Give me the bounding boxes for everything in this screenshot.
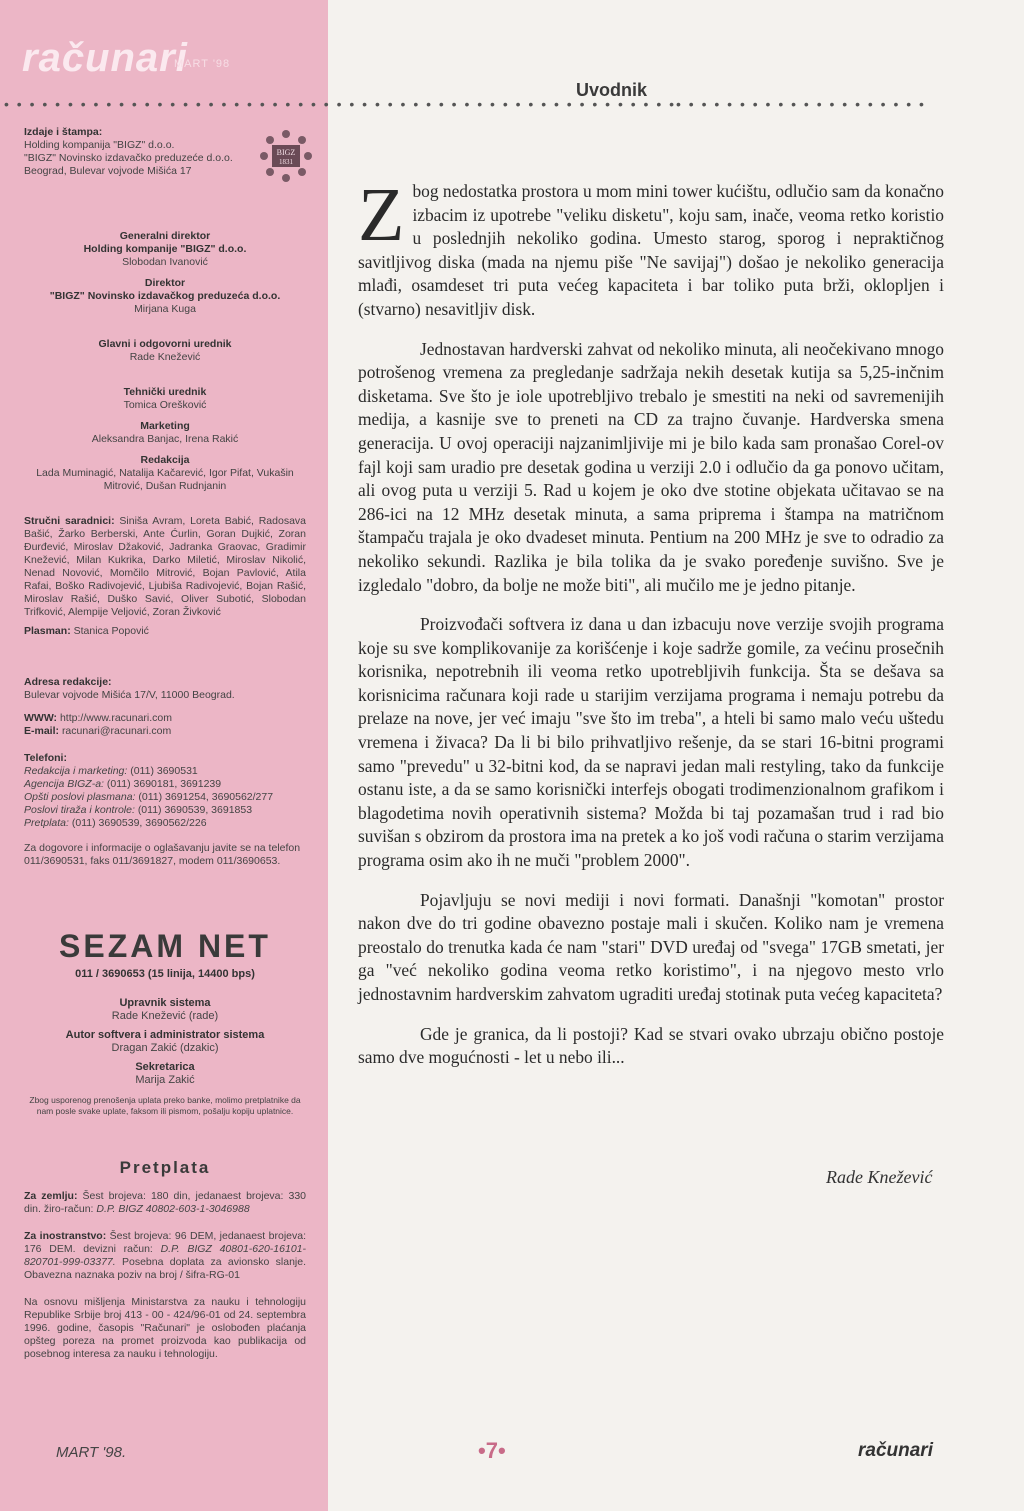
staff-name: Slobodan Ivanović <box>122 256 208 268</box>
contributors-label: Stručni saradnici: <box>24 515 115 527</box>
staff-name: Tomica Orešković <box>123 399 207 411</box>
domestic-text: Šest brojeva: 180 din, jedanaest brojeva: 330 din. žiro-račun: <box>24 1190 306 1215</box>
placement-label: Plasman: <box>24 625 71 637</box>
phone-label: Agencija BIGZ-a: <box>24 778 104 790</box>
foreign-label: Za inostranstvo: <box>24 1230 107 1242</box>
article-paragraph: Pojavljuju se novi mediji i novi formati. Današnji "komotan" prostor nakon dve do tri godine obavezno postaje mali i skučen. Koliko nam je vremena preostalo do trenutka kada će nam "stari" DVD uređaj od "svega" 17GB smetati, jer ga "već nekoliko godina veoma retko koristimo", i na njegovo mesto vrlo jednostavnim hardverskim zahvatom ugraditi uređaj stotinak puta većeg kapaciteta? <box>358 889 944 1004</box>
contributors-block <box>24 515 306 638</box>
domestic-account: D.P. BIGZ 40802-603-1-3046988 <box>96 1203 250 1215</box>
sezam-staff-role: Sekretarica <box>135 1061 195 1073</box>
sezam-staff-role: Upravnik sistema <box>119 997 211 1009</box>
address-block <box>24 676 306 868</box>
staff-role: Redakcija <box>140 454 190 466</box>
domestic-label: Za zemlju: <box>24 1190 78 1202</box>
dotted-rule-left: • • • • • • • • • • • • • • • • • • • • • • • • • • • • • • • • • • • • • • • • • • • • • • • • • • • • • <box>4 96 677 112</box>
drop-cap: Z <box>358 173 405 257</box>
subscription-block <box>24 1190 306 1361</box>
email-label: E-mail: <box>24 725 60 737</box>
publisher-heading: Izdaje i štampa: <box>24 126 103 138</box>
staff-role: Marketing <box>140 420 190 432</box>
editorial-article <box>358 173 944 1086</box>
phone-label: Opšti poslovi plasmana: <box>24 791 136 803</box>
staff-name: Rade Knežević <box>129 351 201 363</box>
sezam-staff-role: Autor softvera i administrator sistema <box>65 1029 265 1041</box>
staff-role: Glavni i odgovorni urednik <box>98 338 232 350</box>
staff-name: Aleksandra Banjac, Irena Rakić <box>91 433 239 445</box>
contributors-list: Siniša Avram, Loreta Babić, Radosava Bašić, Žarko Berberski, Ante Ćurlin, Goran Dujkić, Zoran Đurđević, Miroslav Džaković, Jadranka Graovac, Gradimir Knežević, Milan Kukrika, Darko Miletić, Miroslav Nikolić, Nenad Novović, Momčilo Mitrović, Bojan Pavlović, Atila Rafai, Boško Radivojević, Ljubiša Radivojević, Bojan Rašić, Miroslav Rašić, Duško Savić, Oliver Subotić, Slobodan Trifković, Alempije Veljović, Zoran Živković <box>24 515 306 618</box>
phone-value: (011) 3691254, 3690562/277 <box>138 791 274 803</box>
phone-label: Pretplata: <box>24 817 69 829</box>
section-title: Uvodnik <box>576 80 648 100</box>
www-link[interactable]: http://www.racunari.com <box>59 712 173 724</box>
publisher-block <box>24 126 254 178</box>
tax-note: Na osnovu mišljenja Ministarstva za nauku i tehnologiju Republike Srbije broj 413 - 00 - 424/96-01 od 24. septembra 1996. godine, časopis "Računari" je oslobođen plaćanja opšteg poreza na promet proizvoda kao publikacija od posebnog interesa za nauku i tehnologiju. <box>24 1296 306 1360</box>
www-label: WWW: <box>24 712 58 724</box>
staff-role: Tehnički urednik <box>123 386 207 398</box>
author-signature: Rade Knežević <box>826 1167 933 1187</box>
page-number: •7• <box>478 1438 506 1463</box>
issue-date: MART '98 <box>174 58 231 70</box>
bigz-logo-icon <box>258 128 314 184</box>
article-paragraph: Gde je granica, da li postoji? Kad se stvari ovako ubrzaju obično postoje samo dve mogućnosti - let u nebo ili... <box>358 1023 944 1068</box>
logo-text-year: 1831 <box>279 158 293 166</box>
address-value: Bulevar vojvode Mišića 17/V, 11000 Beograd. <box>24 689 235 701</box>
email-link[interactable]: racunari@racunari.com <box>61 725 172 737</box>
article-paragraph: Jednostavan hardverski zahvat od nekoliko minuta, ali neočekivano mnogo potrošenog vremena za pregledanje sadržaja nekih desetak kutija sa 5,25-inčnim disketama. Sve što je iole upotrebljivo trebalo je smestiti na neki od savremenijih medija, a kasnije sve to preneti na CD za trajno čuvanje. Hardverska smena generacija. U ovoj operaciji najzanimljivije mi je bilo kada sam pronašao Corel-ov fajl koji sam uradio pre desetak godina u verziji 2.0 i odlučio da ga ponovo učitam, ali ovog puta u verziji 5. Rad u kojem je oko dve stotine objekata učitavao se na 286-ici na 12 MHz desetak minuta, a sama priprema i štampa na matričnom štampaču trajala je oko dvadeset minuta. Pentium na 200 MHz je sve to odradio za nekoliko sekundi. Razlika je bila tolika da je svako poređenje suvišno. Sve je izgledalo "dobro, da bolje ne može biti", ali mučilo me je jedno pitanje. <box>358 338 944 595</box>
article-paragraph: Proizvođači softvera iz dana u dan izbacuju nove verzije svojih programa koje su sve komplikovanije za korišćenje i koje sadrže gomile, za većinu prosečnih korisnika, nepotrebnih ili veoma retko upotrebljivih funkcija. Šta se dešava sa korisnicima računara koji rade u starijim verzijama programa i nemaju potrebu da prelaze na nove, jer već imaju "sve što im treba", a hteli bi samo malo veću uštedu vremena i živaca? Da li bi bilo prihvatljivo rešenje, da se stari 16-bitni programi samo "prevedu" u 32-bitni kod, da se napravi jedan mali restyling, tako da funkcije ostanu iste, a da se samo korisnički interfejs obogati trodimenzionalnom grafikom i blagodetima novih operativnih sistema? Možda bi taj pozamašan trud i rad bio suvišan s obzirom da prostora ima na pretek a ko još vodi računa o starim verzijama programa osim ako ih ne muči "problem 2000". <box>358 614 944 871</box>
brand-logo: računari <box>22 36 188 80</box>
foreign-rest: Posebna doplata za avionsko slanje. Obavezna naznaka poziv na broj / šifra-RG-01 <box>24 1256 306 1281</box>
subscription-title: Pretplata <box>119 1158 211 1177</box>
placement-value: Stanica Popović <box>73 625 149 637</box>
phone-value: (011) 3690181, 3691239 <box>106 778 222 790</box>
publisher-line: Beograd, Bulevar vojvode Mišića 17 <box>24 165 192 177</box>
phone-value: (011) 3690531 <box>130 765 198 777</box>
phone-value: (011) 3690539, 3691853 <box>137 804 253 816</box>
footer-brand: računari <box>858 1440 933 1461</box>
sezam-subtitle: 011 / 3690653 (15 linija, 14400 bps) <box>75 968 255 980</box>
staff-role: Generalni direktor <box>119 230 211 242</box>
staff-name: Lada Muminagić, Natalija Kačarević, Igor Pifat, Vukašin Mitrović, Dušan Rudnjanin <box>36 467 294 492</box>
staff-name: Mirjana Kuga <box>134 303 196 315</box>
staff-role: Direktor <box>144 277 186 289</box>
staff-block <box>24 230 306 493</box>
phones-label: Telefoni: <box>24 752 67 764</box>
sezam-note: Zbog usporenog prenošenja uplata preko banke, molimo pretplatnike da nam posle svake uplate, faksom ili pismom, pošalju kopiju uplatnice. <box>29 1095 301 1116</box>
publisher-line: "BIGZ" Novinsko izdavačko preduzeće d.o.o. <box>24 152 233 164</box>
article-text: bog nedostatka prostora u mom mini tower kućištu, odlučio sam da konačno izbacim iz upotrebe "veliku disketu", koju sam, inače, veoma retko koristio u poslednjih nekoliko godina. Umesto starog, sporog i nepraktičnog savitljivog diska (mada na njemu piše "Ne savijaj") došao je nekoliko generacija mlađi, osamdeset tri puta većeg kapaciteta i bar toliko puta brži, okloplјen i (stvarno) nesavitljiv disk. <box>358 181 944 319</box>
foreign-text: Šest brojeva: 96 DEM, jedanaest brojeva: 176 DEM. devizni račun: <box>24 1230 306 1255</box>
dotted-rule-right: • • • • • • • • • • • • • • • • • • • • <box>676 96 926 112</box>
logo-text-bigz: BIGZ <box>276 148 296 157</box>
footer-date: MART '98. <box>56 1444 127 1461</box>
ads-note: Za dogovore i informacije o oglašavanju javite se na telefon 011/3690531, faks 011/3691827, modem 011/3690653. <box>24 842 301 867</box>
foreign-account: D.P. BIGZ 40801-620-16101-820701-999-03377. <box>24 1243 306 1268</box>
article-paragraph <box>358 173 944 322</box>
sezam-staff-name: Marija Zakić <box>135 1074 195 1086</box>
phone-value: (011) 3690539, 3690562/226 <box>71 817 207 829</box>
staff-role: Holding kompanije "BIGZ" d.o.o. <box>83 243 247 255</box>
sezam-staff-name: Rade Knežević (rade) <box>111 1010 219 1022</box>
address-label: Adresa redakcije: <box>24 676 112 688</box>
sezam-block <box>24 968 306 1117</box>
sezam-title: SEZAM NET <box>59 928 271 964</box>
sezam-staff-name: Dragan Zakić (dzakic) <box>111 1042 219 1054</box>
publisher-line: Holding kompanija "BIGZ" d.o.o. <box>24 139 175 151</box>
phone-label: Poslovi tiraža i kontrole: <box>24 804 135 816</box>
staff-role: "BIGZ" Novinsko izdavačkog preduzeća d.o.o. <box>49 290 281 302</box>
phone-label: Redakcija i marketing: <box>24 765 128 777</box>
